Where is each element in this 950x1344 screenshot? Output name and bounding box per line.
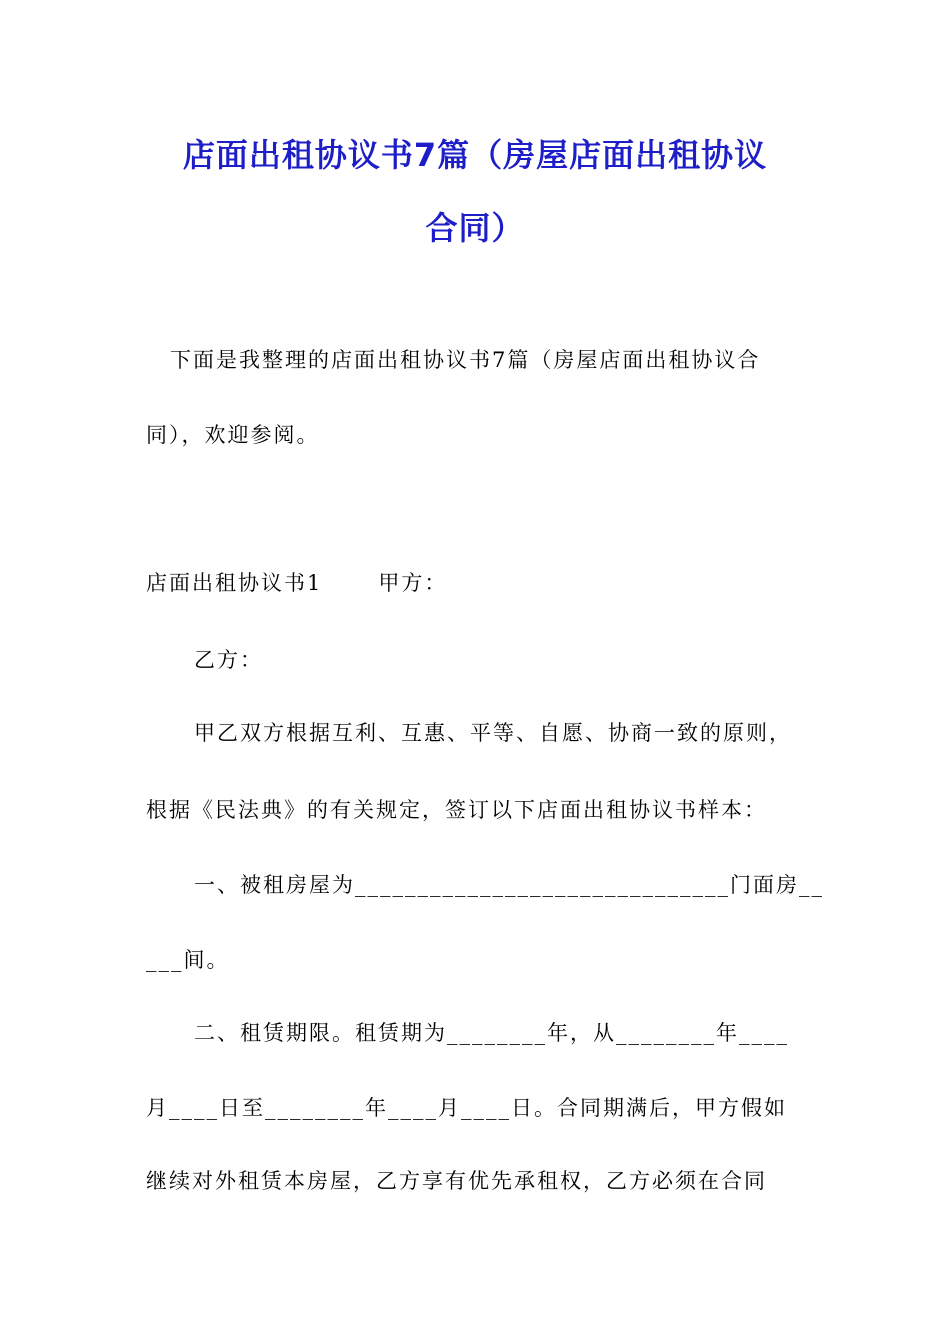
clause-1-line-1: 一、被租房屋为______________________________门面房__ (194, 873, 824, 897)
clause-2-line-3: 继续对外租赁本房屋，乙方享有优先承租权，乙方必须在合同 (146, 1169, 767, 1193)
paragraph-1-line-2: 根据《民法典》的有关规定，签订以下店面出租协议书样本： (146, 798, 767, 822)
party-b-label: 乙方： (194, 648, 263, 672)
document-title-line-2: 合同） (425, 209, 525, 247)
paragraph-1-line-1: 甲乙双方根据互利、互惠、平等、自愿、协商一致的原则， (194, 721, 792, 745)
intro-line-2: 同），欢迎参阅。 (146, 423, 320, 447)
section-heading-row (146, 568, 806, 598)
intro-line-1: 下面是我整理的店面出租协议书7篇（房屋店面出租协议合 (170, 348, 761, 372)
section-heading: 店面出租协议书1 (146, 571, 323, 595)
clause-2-line-2: 月____日至________年____月____日。合同期满后，甲方假如 (146, 1096, 787, 1120)
document-title-line-1: 店面出租协议书7篇（房屋店面出租协议 (182, 136, 768, 174)
party-a-label: 甲方： (378, 571, 448, 595)
clause-2-line-1: 二、租赁期限。租赁期为________年，从________年____ (194, 1021, 789, 1045)
clause-1-line-2: ___间。 (146, 948, 230, 972)
